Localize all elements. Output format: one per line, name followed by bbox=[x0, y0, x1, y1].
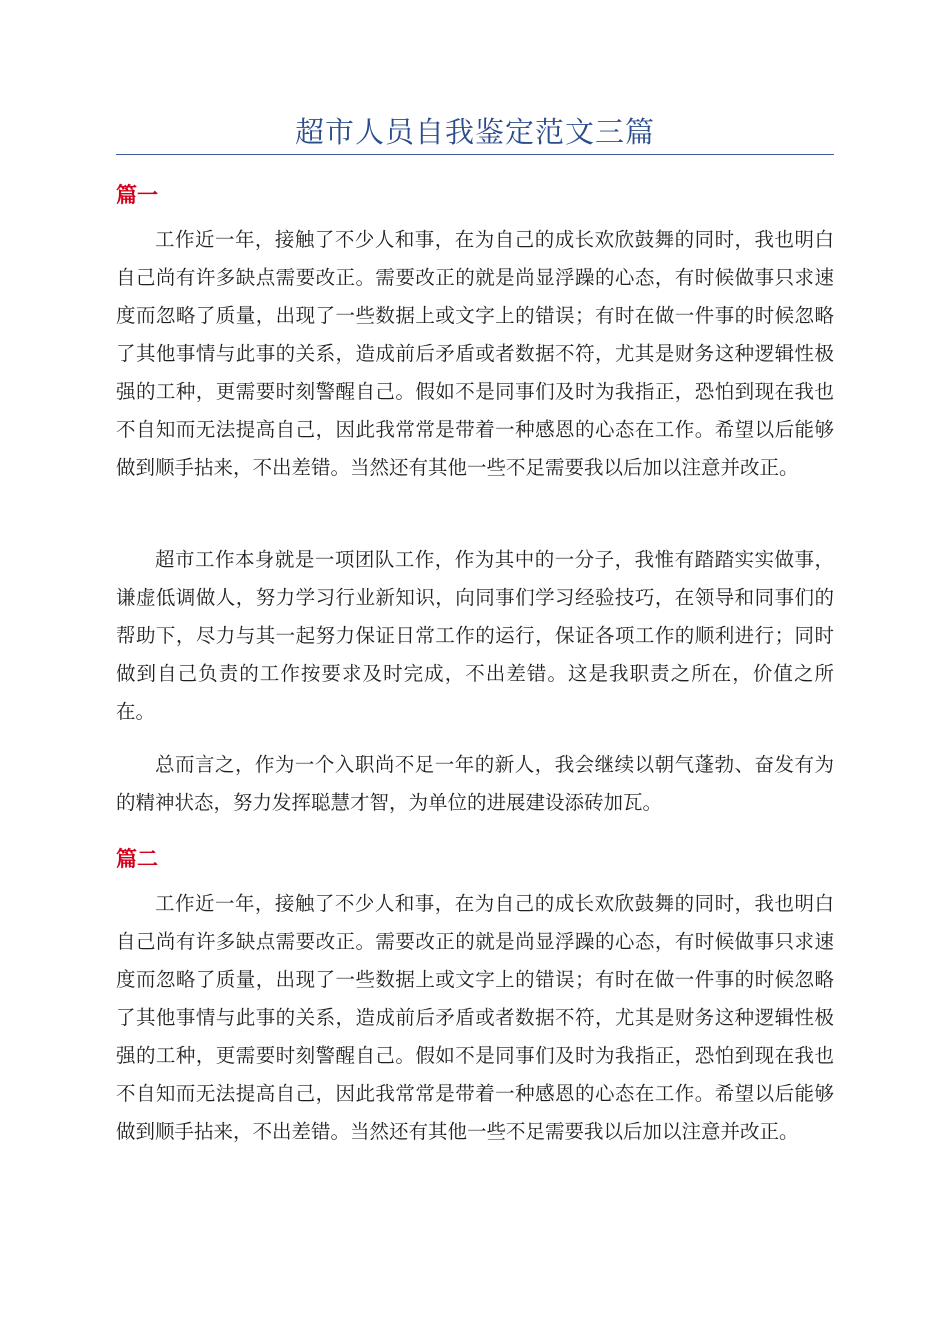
section-1-paragraph-1: 工作近一年，接触了不少人和事，在为自己的成长欢欣鼓舞的同时，我也明白自己尚有许多缺点需要改正。需要改正的就是尚显浮躁的心态，有时候做事只求速度而忽略了质量，出现了一些数据上或文字上的错误；有时在做一件事的时候忽略了其他事情与此事的关系，造成前后矛盾或者数据不符，尤其是财务这种逻辑性极强的工种，更需要时刻警醒自己。假如不是同事们及时为我指正，恐怕到现在我也不自知而无法提高自己，因此我常常是带着一种感恩的心态在工作。希望以后能够做到顺手拈来，不出差错。当然还有其他一些不足需要我以后加以注意并改正。 bbox=[116, 228, 834, 479]
section-heading-2: 篇二 bbox=[116, 847, 158, 871]
section-heading-1: 篇一 bbox=[116, 183, 158, 207]
section-1-paragraph-2: 超市工作本身就是一项团队工作，作为其中的一分子，我惟有踏踏实实做事，谦虚低调做人，努力学习行业新知识，向同事们学习经验技巧，在领导和同事们的帮助下，尽力与其一起努力保证日常工作的运行，保证各项工作的顺利进行；同时做到自己负责的工作按要求及时完成，不出差错。这是我职责之所在，价值之所在。 bbox=[116, 548, 834, 723]
section-2-paragraph-1: 工作近一年，接触了不少人和事，在为自己的成长欢欣鼓舞的同时，我也明白自己尚有许多缺点需要改正。需要改正的就是尚显浮躁的心态，有时候做事只求速度而忽略了质量，出现了一些数据上或文字上的错误；有时在做一件事的时候忽略了其他事情与此事的关系，造成前后矛盾或者数据不符，尤其是财务这种逻辑性极强的工种，更需要时刻警醒自己。假如不是同事们及时为我指正，恐怕到现在我也不自知而无法提高自己，因此我常常是带着一种感恩的心态在工作。希望以后能够做到顺手拈来，不出差错。当然还有其他一些不足需要我以后加以注意并改正。 bbox=[116, 892, 834, 1143]
document-title: 超市人员自我鉴定范文三篇 bbox=[294, 115, 655, 149]
section-1-paragraph-3: 总而言之，作为一个入职尚不足一年的新人，我会继续以朝气蓬勃、奋发有为的精神状态，努力发挥聪慧才智，为单位的进展建设添砖加瓦。 bbox=[116, 753, 834, 814]
title-divider bbox=[116, 154, 834, 155]
